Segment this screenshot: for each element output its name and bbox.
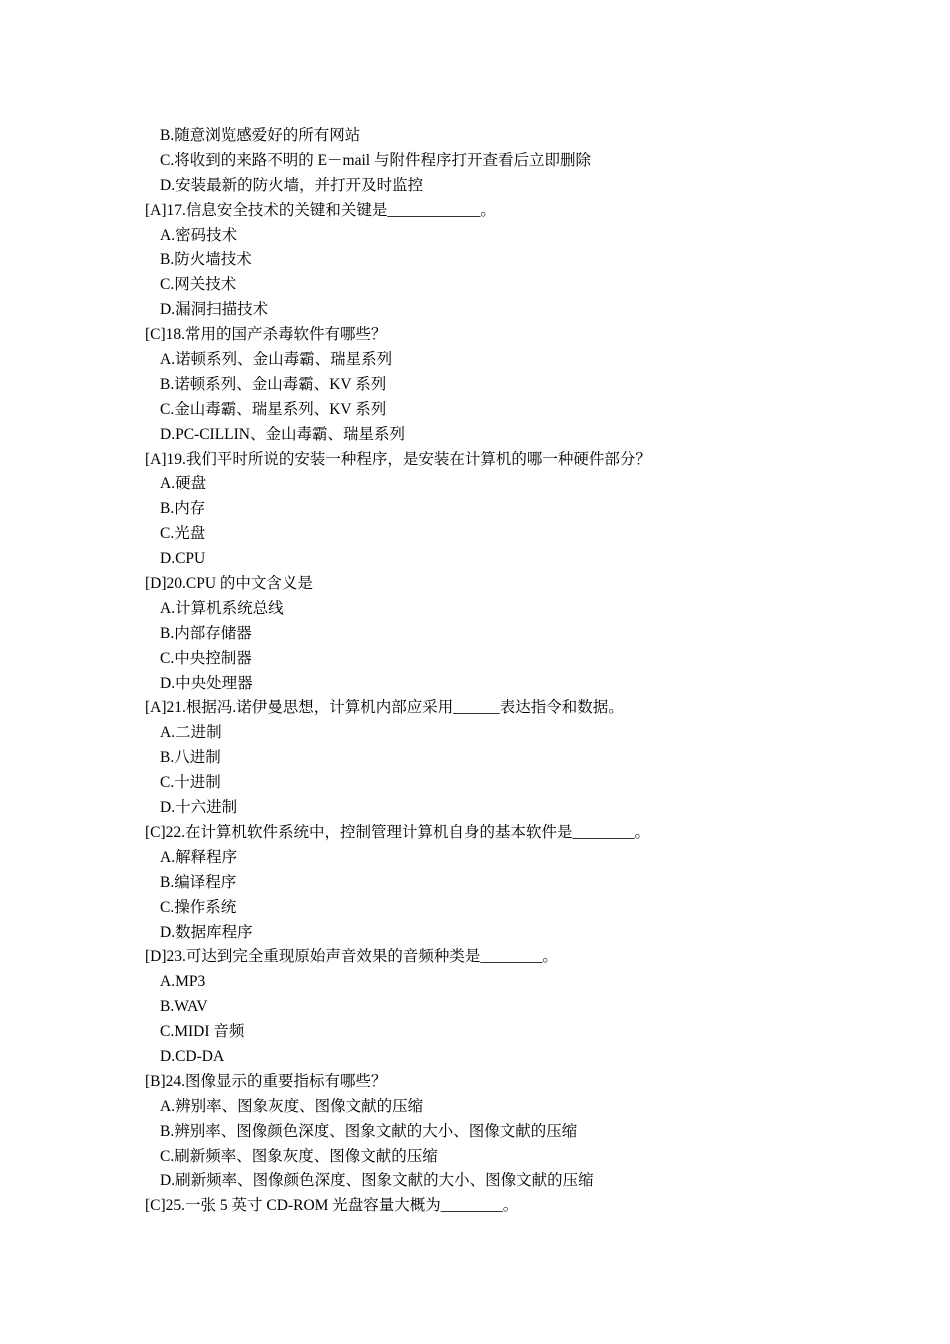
answer-option: C.操作系统: [160, 898, 237, 916]
answer-option: C.刷新频率、图象灰度、图像文献的压缩: [160, 1147, 438, 1165]
question-text: [C]25.一张 5 英寸 CD-ROM 光盘容量大概为________。: [145, 1197, 519, 1215]
answer-option: C.中央控制器: [160, 649, 252, 667]
answer-option: B.防火墙技术: [160, 251, 252, 269]
question-text: [A]19.我们平时所说的安装一种程序，是安装在计算机的哪一种硬件部分？: [145, 450, 651, 468]
answer-option: A.诺顿系列、金山毒霸、瑞星系列: [160, 351, 393, 369]
answer-option: B.随意浏览感爱好的所有网站: [160, 127, 361, 144]
answer-option: A.密码技术: [160, 226, 238, 244]
answer-option: A.硬盘: [160, 475, 207, 493]
answer-option: D.安装最新的防火墙，并打开及时监控: [160, 176, 424, 194]
answer-option: D.漏洞扫描技术: [160, 301, 269, 319]
answer-option: C.网关技术: [160, 276, 237, 294]
answer-option: B.八进制: [160, 749, 221, 767]
question-text: [D]20.CPU 的中文含义是: [145, 575, 313, 593]
answer-option: A.计算机系统总线: [160, 599, 284, 617]
question-text: [A]17.信息安全技术的关键和关键是____________。: [145, 201, 496, 219]
question-text: [C]18.常用的国产杀毒软件有哪些？: [145, 326, 387, 344]
question-list: [145, 124, 845, 1219]
answer-option: D.刷新频率、图像颜色深度、图象文献的大小、图像文献的压缩: [160, 1172, 594, 1190]
answer-option: B.诺顿系列、金山毒霸、KV 系列: [160, 375, 387, 393]
answer-option: B.编译程序: [160, 873, 237, 891]
answer-option: C.十进制: [160, 774, 221, 792]
answer-option: A.MP3: [160, 973, 206, 991]
answer-option: A.辨别率、图象灰度、图像文献的压缩: [160, 1097, 424, 1115]
question-text: [D]23.可达到完全重现原始声音效果的音频种类是________。: [145, 948, 558, 966]
answer-option: B.辨别率、图像颜色深度、图象文献的大小、图像文献的压缩: [160, 1122, 578, 1140]
answer-option: A.解释程序: [160, 848, 238, 866]
answer-option: D.PC-CILLIN、金山毒霸、瑞星系列: [160, 425, 405, 443]
answer-option: C.金山毒霸、瑞星系列、KV 系列: [160, 400, 387, 418]
answer-option: D.中央处理器: [160, 674, 253, 692]
answer-option: D.十六进制: [160, 799, 238, 817]
answer-option: B.内存: [160, 500, 206, 518]
answer-option: C.光盘: [160, 525, 206, 543]
question-text: [C]22.在计算机软件系统中，控制管理计算机自身的基本软件是________。: [145, 823, 651, 841]
answer-option: D.数据库程序: [160, 923, 253, 941]
answer-option: C.MIDI 音频: [160, 1023, 245, 1041]
answer-option: D.CD-DA: [160, 1047, 225, 1065]
answer-option: D.CPU: [160, 550, 206, 568]
answer-option: A.二进制: [160, 724, 222, 742]
question-text: [B]24.图像显示的重要指标有哪些？: [145, 1072, 387, 1090]
question-text: [A]21.根据冯.诺伊曼思想，计算机内部应采用______表达指令和数据。: [145, 699, 624, 717]
answer-option: B.内部存储器: [160, 624, 252, 642]
answer-option: C.将收到的来路不明的 E－mail 与附件程序打开查看后立即删除: [160, 151, 591, 169]
answer-option: B.WAV: [160, 998, 208, 1016]
